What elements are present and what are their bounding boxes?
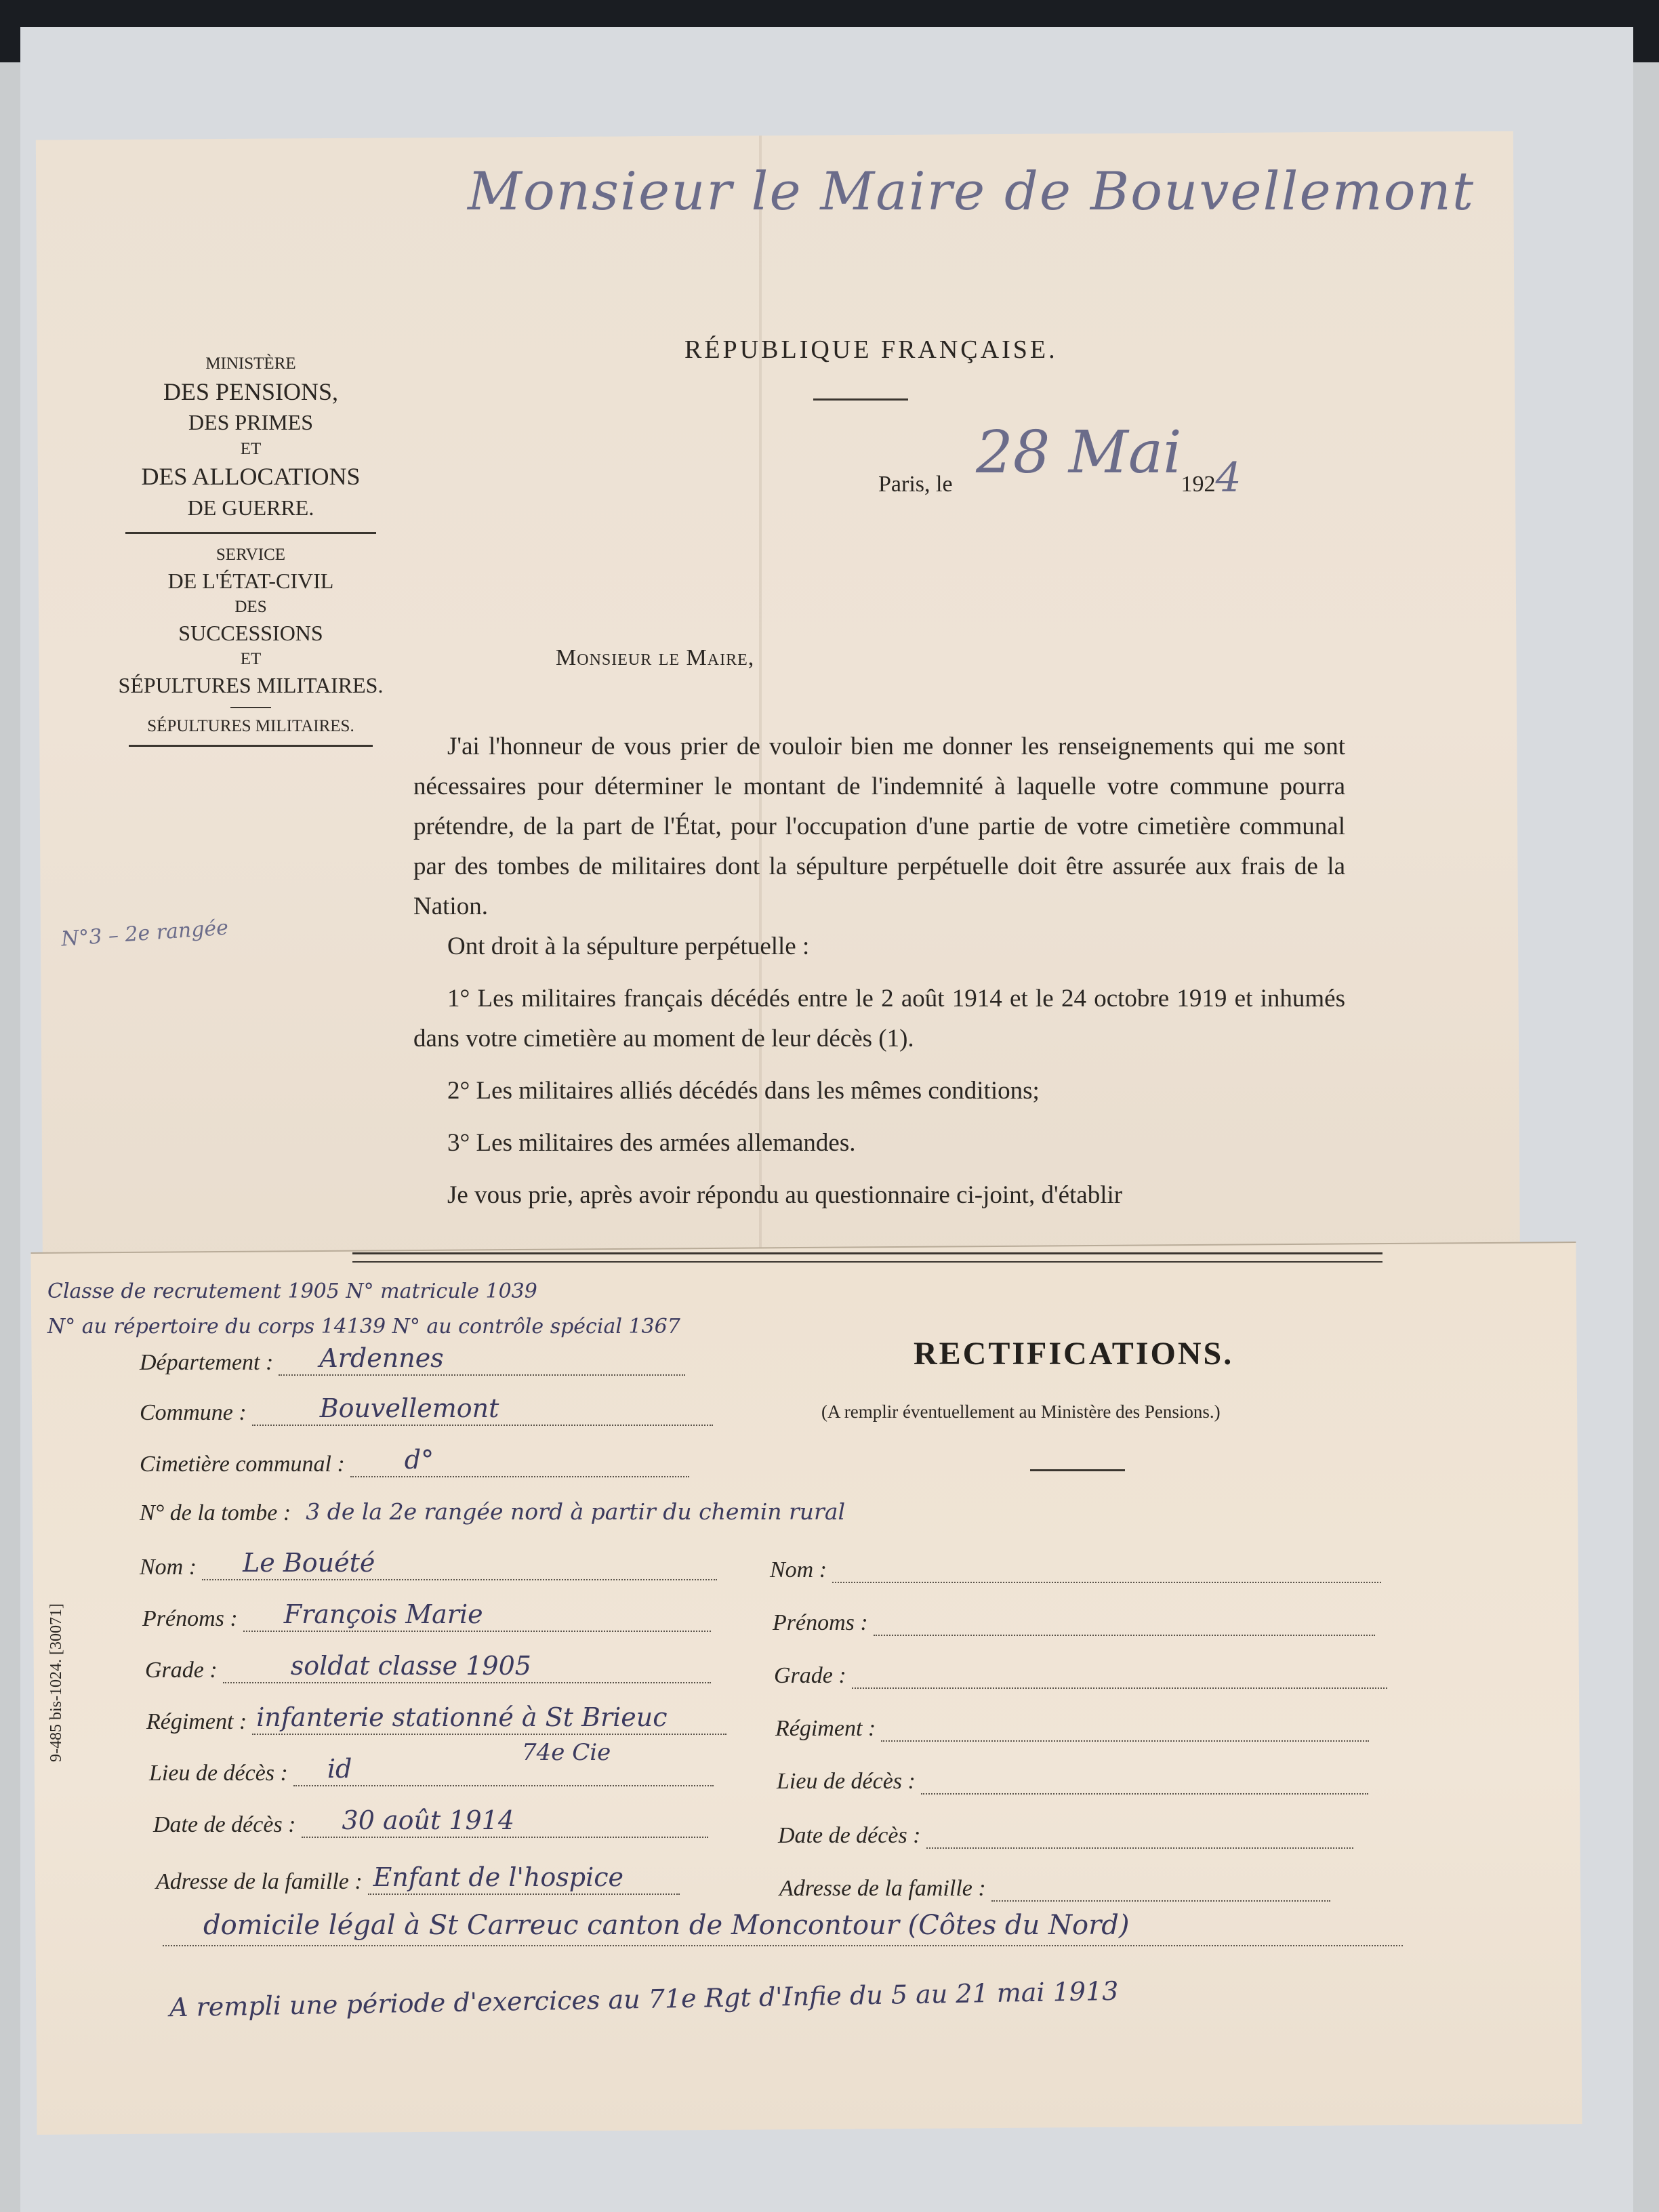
salutation: Monsieur le Maire, <box>556 645 755 670</box>
ministry-line: ET <box>240 439 262 458</box>
field-label: Adresse de la famille : <box>779 1876 986 1901</box>
field-line <box>881 1713 1369 1742</box>
service-line: DE L'ÉTAT-CIVIL <box>167 568 334 593</box>
field-line <box>163 1945 1403 1946</box>
header-short-rule <box>230 707 271 708</box>
field-cimetiere <box>140 1445 689 1477</box>
ministry-line: DES ALLOCATIONS <box>141 463 361 491</box>
field-line <box>279 1343 685 1376</box>
field-value-handwritten: 30 août 1914 <box>342 1805 515 1835</box>
field-value-handwritten: Bouvellemont <box>319 1393 499 1423</box>
field-nom <box>140 1548 717 1580</box>
field-adresse-famille <box>156 1862 680 1895</box>
date-handwritten: 28 Mai <box>976 419 1182 487</box>
field-line <box>874 1607 1375 1636</box>
rectif-field-lieu-deces <box>777 1766 1368 1795</box>
republic-heading: RÉPUBLIQUE FRANÇAISE. <box>684 335 1058 364</box>
field-label: Prénoms : <box>142 1606 238 1631</box>
service-line: SERVICE <box>216 546 286 565</box>
rectif-field-date-deces <box>778 1820 1353 1849</box>
field-commune <box>140 1393 713 1426</box>
slip-double-rule <box>352 1252 1382 1263</box>
field-line <box>243 1599 711 1632</box>
field-line <box>368 1862 680 1895</box>
recruitment-info-handwritten: Classe de recrutement 1905 N° matricule 1039 <box>47 1279 537 1303</box>
exercise-note-handwritten: A rempli une période d'exercices au 71e Rgt d'Infie du 5 au 21 mai 1913 <box>169 1975 1119 2023</box>
field-value-handwritten: Enfant de l'hospice <box>373 1862 624 1892</box>
field-value-handwritten: 3 de la 2e rangée nord à partir du chemin rural <box>306 1498 846 1525</box>
rectif-field-prenoms <box>773 1607 1375 1636</box>
field-line <box>302 1805 708 1838</box>
rectif-field-regiment <box>775 1713 1369 1742</box>
field-label: Date de décès : <box>778 1823 921 1848</box>
rectif-field-grade <box>774 1660 1387 1689</box>
register-info-handwritten: N° au répertoire du corps 14139 N° au contrôle spécial 1367 <box>47 1315 680 1338</box>
field-label: Grade : <box>774 1663 846 1688</box>
rectif-field-adresse-famille <box>779 1873 1330 1902</box>
margin-note-handwritten: N°3 – 2e rangée <box>60 916 229 951</box>
field-label: Grade : <box>145 1658 218 1683</box>
year-prefix: 192 <box>1181 472 1216 497</box>
field-label: Adresse de la famille : <box>156 1869 363 1894</box>
date-prefix: Paris, le <box>878 472 953 497</box>
header-rule <box>125 532 376 534</box>
field-lieu-deces <box>149 1754 714 1786</box>
paragraph: J'ai l'honneur de vous prier de vouloir bien me donner les renseignements qui me sont nécessaires pour déterminer le montant de l'indemnité à laquelle votre commune pourra prétendre, de la part de l'État, pour l'occupation d'une partie de votre cimetière communal par des tombes de militaires dont la sépulture perpétuelle doit être assurée aux frais de la Nation. <box>413 733 1345 920</box>
rectifications-title: RECTIFICATIONS. <box>914 1336 1234 1372</box>
paragraph-truncated: Je vous prie, après avoir répondu au questionnaire ci-joint, d'établir <box>447 1181 1123 1209</box>
form-reference-code: 9-485 bis-1024. [30071] <box>47 1603 65 1762</box>
field-line <box>832 1555 1381 1583</box>
field-value-handwritten: infanterie stationné à St Brieuc <box>256 1702 668 1732</box>
field-line <box>293 1754 714 1786</box>
paragraph: Ont droit à la sépulture perpétuelle : <box>447 933 810 960</box>
rectifications-subtitle: (A remplir éventuellement au Ministère des Pensions.) <box>821 1401 1221 1422</box>
list-item: 2° Les militaires alliés décédés dans les mêmes conditions; <box>447 1077 1040 1105</box>
field-label: Lieu de décès : <box>777 1769 916 1794</box>
field-tombe <box>140 1498 846 1526</box>
field-value-handwritten: d° <box>404 1445 434 1475</box>
field-line <box>852 1660 1387 1689</box>
field-prenoms <box>142 1599 711 1632</box>
field-label: Nom : <box>770 1557 827 1582</box>
ministry-line: DES PRIMES <box>188 410 314 435</box>
field-label: Date de décès : <box>153 1812 296 1837</box>
service-line: SÉPULTURES MILITAIRES. <box>118 672 384 697</box>
field-label: Nom : <box>140 1555 197 1580</box>
field-line <box>202 1548 717 1580</box>
field-value-handwritten: soldat classe 1905 <box>290 1651 531 1681</box>
field-label: Régiment : <box>775 1716 876 1741</box>
field-label: Régiment : <box>146 1709 247 1734</box>
republic-rule <box>813 398 908 401</box>
service-line: ET <box>240 649 262 668</box>
section-label: SÉPULTURES MILITAIRES. <box>147 716 354 735</box>
year-handwritten: 4 <box>1215 454 1242 501</box>
rectifications-rule <box>1030 1469 1125 1471</box>
ministry-line: MINISTÈRE <box>205 354 296 373</box>
field-line <box>991 1873 1330 1902</box>
field-date-deces <box>153 1805 708 1838</box>
field-line <box>921 1766 1368 1795</box>
service-line: SUCCESSIONS <box>178 620 323 645</box>
list-item: 1° Les militaires français décédés entre le 2 août 1914 et le 24 octobre 1919 et inhumés dans votre cimetière au moment de leur décès (1). <box>413 985 1345 1052</box>
field-label: N° de la tombe : <box>140 1500 291 1525</box>
ministry-header <box>102 352 400 756</box>
rectif-field-nom <box>770 1555 1381 1583</box>
field-regiment <box>146 1702 726 1735</box>
field-label: Commune : <box>140 1400 247 1425</box>
field-line <box>350 1445 689 1477</box>
list-item: 3° Les militaires des armées allemandes. <box>447 1129 856 1157</box>
field-line <box>926 1820 1353 1849</box>
field-value-handwritten: Le Bouété <box>243 1548 375 1578</box>
field-value-handwritten: François Marie <box>283 1599 483 1629</box>
field-grade <box>145 1651 711 1683</box>
field-label: Cimetière communal : <box>140 1452 345 1477</box>
addressee-handwritten: Monsieur le Maire de Bouvellemont <box>468 161 1475 222</box>
field-label: Lieu de décès : <box>149 1761 288 1786</box>
service-line: DES <box>234 598 267 616</box>
ministry-line: DES PENSIONS, <box>163 377 339 405</box>
field-line <box>252 1393 713 1426</box>
field-label: Prénoms : <box>773 1610 868 1635</box>
field-line <box>252 1702 726 1735</box>
field-departement <box>140 1343 685 1376</box>
field-value-handwritten: Ardennes <box>319 1343 444 1373</box>
letter-body <box>413 726 1345 1215</box>
field-value-handwritten: id <box>327 1754 352 1784</box>
header-rule <box>129 745 373 747</box>
family-address-handwritten: domicile légal à St Carreuc canton de Moncontour (Côtes du Nord) <box>203 1910 1130 1941</box>
field-label: Département : <box>140 1350 274 1375</box>
field-line <box>223 1651 711 1683</box>
company-handwritten: 74e Cie <box>522 1739 611 1766</box>
ministry-line: DE GUERRE. <box>187 495 314 520</box>
